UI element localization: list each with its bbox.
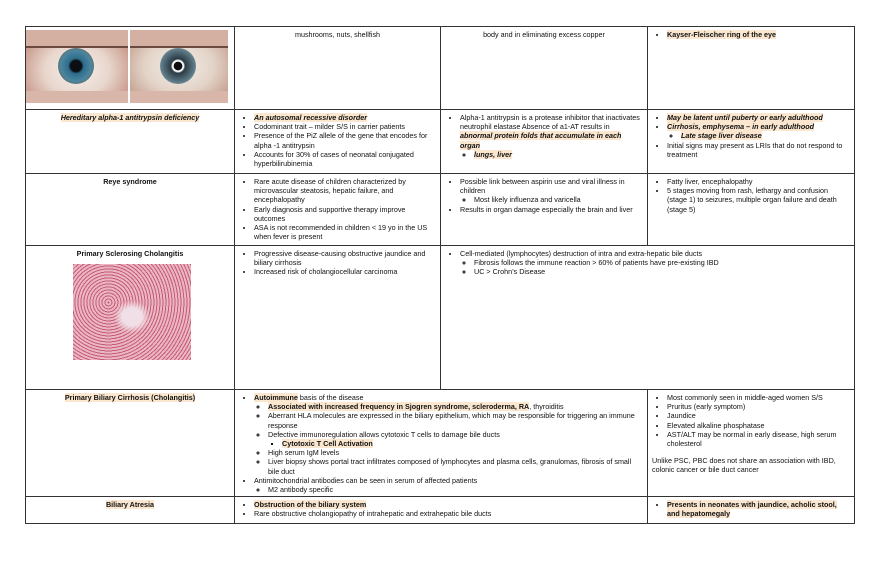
condition-name: Primary Sclerosing Cholangitis (76, 249, 184, 258)
clinical-cell (648, 390, 855, 497)
list-item: • Obstruction of the biliary system (254, 500, 643, 509)
list-item: • Kayser-Fleischer ring of the eye (667, 30, 850, 39)
list-item: • Initial signs may present as LRIs that do not respond to treatment (667, 141, 850, 159)
list-item: ◦ UC > Crohn’s Disease (474, 267, 850, 276)
list-item: • Elevated alkaline phosphatase (667, 421, 850, 430)
list-item: • Possible link between aspirin use and viral illness in children ◦ Most likely influenza and varicella (460, 177, 643, 205)
list-item: • Increased risk of cholangiocellular carcinoma (254, 267, 436, 276)
pathophysiology-cell (441, 246, 855, 390)
table-row (26, 174, 855, 246)
eye-photo-arrow (26, 30, 128, 103)
etiology-cell (235, 246, 441, 390)
list-item: • Presents in neonates with jaundice, acholic stool, and hepatomegaly (667, 500, 850, 518)
clinical-cell (648, 27, 855, 110)
table-row (26, 390, 855, 497)
list-item: • An autosomal recessive disorder (254, 113, 436, 122)
list-item: ◦ Most likely influenza and varicella (474, 195, 643, 204)
list-item: • May be latent until puberty or early adulthood (667, 113, 850, 122)
list-item: • Most commonly seen in middle-aged women S/S (667, 393, 850, 402)
clinical-cell (648, 497, 855, 524)
list-item: • Cell-mediated (lymphocytes) destruction of intra and extra-hepatic bile ducts ◦ Fibrosis follows the immune reaction > 60% of patients have pre-existing IBD ◦ UC > Crohn’s Disease (460, 249, 850, 277)
table-row (26, 27, 855, 110)
etiology-cell (235, 27, 441, 110)
condition-name: Biliary Atresia (26, 497, 235, 524)
etiology-cell (235, 110, 441, 174)
eye-images-cell (26, 27, 235, 110)
list-item: • Antimitochondrial antibodies can be seen in serum of affected patients ◦ M2 antibody specific (254, 476, 643, 494)
cell-text: mushrooms, nuts, shellfish (294, 30, 381, 39)
table-row (26, 497, 855, 524)
pathophysiology-cell (441, 27, 648, 110)
pathophysiology-cell (235, 497, 648, 524)
condition-name: Hereditary alpha-1 antitrypsin deficiency (26, 110, 235, 174)
list-item: • Rare obstructive cholangiopathy of intrahepatic and extrahepatic bile ducts (254, 509, 643, 518)
list-item: • Early diagnosis and supportive therapy improve outcomes (254, 205, 436, 223)
pathophysiology-cell (441, 110, 648, 174)
list-item: • Alpha-1 antitrypsin is a protease inhibitor that inactivates neutrophil elastase Absence of a1-AT results in abnormal protein folds that accumulate in each organ ◦ lungs, liver (460, 113, 643, 159)
list-item: • Codominant trait – milder S/S in carrier patients (254, 122, 436, 131)
note-text: Unlike PSC, PBC does not share an association with IBD, colonic cancer or bile duct cancer (652, 456, 836, 475)
pathophysiology-cell (441, 174, 648, 246)
pathophysiology-cell (235, 390, 648, 497)
list-item: ◦ lungs, liver (474, 150, 643, 159)
eye-photo-ring (130, 30, 228, 103)
clinical-cell (648, 174, 855, 246)
list-item: ▪ Cytotoxic T Cell Activation (282, 439, 643, 448)
list-item: ◦ Fibrosis follows the immune reaction > 60% of patients have pre-existing IBD (474, 258, 850, 267)
condition-cell (26, 246, 235, 390)
histology-image (73, 264, 191, 360)
list-item: • Results in organ damage especially the brain and liver (460, 205, 643, 214)
continued-text: (stage 1) to seizures, multiple organ failure and death (stage 5) (667, 195, 837, 214)
etiology-cell (235, 174, 441, 246)
list-item: ◦ Liver biopsy shows portal tract infiltrates composed of lymphocytes and plasma cells, granulomas, fibrosis of small bile duct (268, 457, 643, 475)
list-item: • Jaundice (667, 411, 850, 420)
condition-name: Primary Biliary Cirrhosis (Cholangitis) (26, 390, 235, 497)
cell-text: body and in eliminating excess copper (483, 30, 605, 39)
list-item: • Fatty liver, encephalopathy (667, 177, 850, 186)
table-row (26, 110, 855, 174)
list-item: • AST/ALT may be normal in early disease, high serum cholesterol (667, 430, 850, 448)
list-item: • ASA is not recommended in children < 19 yo in the US when fever is present (254, 223, 436, 241)
list-item: • Autoimmune basis of the disease ◦ Associated with increased frequency in Sjogren syndrome, scleroderma, RA, thyroiditis ◦ Aberrant HLA molecules are expressed in the biliary epithelium, which may be responsible for triggering an immune response ◦ Defective immunoregulation allows cytotoxic T cells to damage bile ducts ▪ Cytotoxic T Cell Activation ◦ High serum IgM levels ◦ Liver biopsy shows portal tract infiltrates composed of lymphocytes and plasma cells, granulomas, fibrosis of small bile duct (254, 393, 643, 476)
list-item: ◦ Defective immunoregulation allows cytotoxic T cells to damage bile ducts ▪ Cytotoxic T Cell Activation (268, 430, 643, 448)
list-item: ◦ Aberrant HLA molecules are expressed in the biliary epithelium, which may be responsible for triggering an immune response (268, 411, 643, 429)
list-item: ◦ High serum IgM levels (268, 448, 643, 457)
list-item: • 5 stages moving from rash, lethargy and confusion (667, 186, 850, 195)
list-item: • Pruritus (early symptom) (667, 402, 850, 411)
table-row (26, 246, 855, 390)
list-item: ◦ Late stage liver disease (681, 131, 850, 140)
list-item: • Accounts for 30% of cases of neonatal conjugated hyperbilirubinemia (254, 150, 436, 168)
disease-notes-table (25, 26, 855, 524)
condition-name: Reye syndrome (26, 174, 235, 246)
list-item: • Presence of the PiZ allele of the gene that encodes for alpha -1 antitrypsin (254, 131, 436, 149)
list-item: • Cirrhosis, emphysema – in early adulthood ◦ Late stage liver disease (667, 122, 850, 140)
list-item: ◦ M2 antibody specific (268, 485, 643, 494)
list-item: • Rare acute disease of children characterized by microvascular steatosis, hepatic failure, and encephalopathy (254, 177, 436, 205)
list-item: • Progressive disease-causing obstructive jaundice and biliary cirrhosis (254, 249, 436, 267)
list-item: ◦ Associated with increased frequency in Sjogren syndrome, scleroderma, RA, thyroiditis (268, 402, 643, 411)
clinical-cell (648, 110, 855, 174)
